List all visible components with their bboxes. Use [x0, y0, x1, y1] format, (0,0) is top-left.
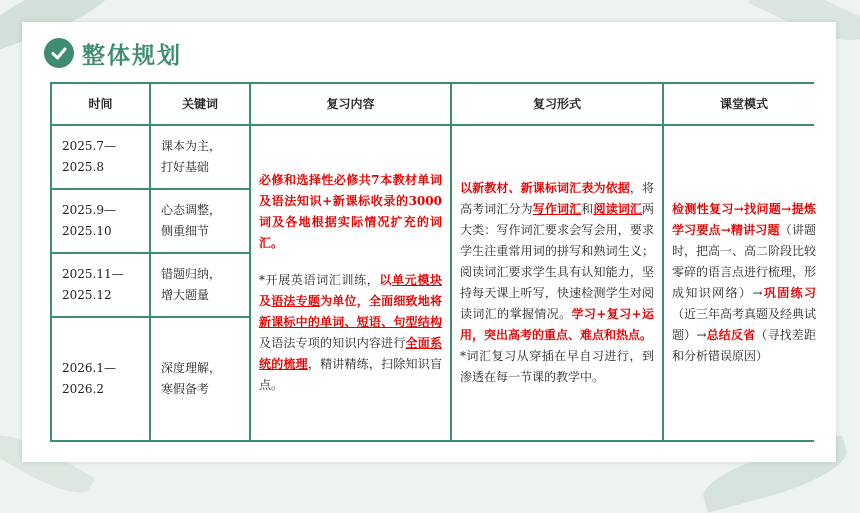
text-span: （近三年高考真题及经典试题）→	[672, 307, 817, 342]
review-content-cell	[251, 126, 450, 440]
text-span: 总结反省	[706, 328, 756, 342]
header-form: 复习形式	[452, 84, 662, 124]
text-span: 两大类：写作词汇要求会写会用，要求学生注重常用词的拼写和熟词生义；阅读词汇要求学生具有认知能力，坚持每天课上听写，快速检测学生对阅读词汇的掌握情况。	[460, 202, 654, 321]
header-keyword: 关键词	[151, 84, 249, 124]
slide-card	[22, 22, 836, 462]
text-span: 及	[259, 294, 272, 308]
text-span: 写作词汇	[532, 202, 582, 216]
text-span: 新课标中的单词、短语、句型结构	[259, 315, 442, 329]
text-span: 和	[581, 202, 594, 216]
text-span: 学习+复习+运用，突出高考的重点、难点和热点。	[460, 307, 654, 342]
form-paragraph-1	[460, 178, 654, 346]
time-cell: 2026.1— 2026.2	[52, 318, 149, 440]
text-span: 以	[379, 273, 393, 287]
text-span: 及语法专项的知识内容进行	[259, 336, 406, 350]
keyword-cell: 错题归纳， 增大题量	[151, 254, 249, 316]
header-content: 复习内容	[251, 84, 450, 124]
content-paragraph-2	[259, 270, 442, 396]
title-bar	[44, 36, 182, 70]
text-span: 巩固练习	[762, 286, 816, 300]
check-circle-icon	[44, 38, 74, 68]
form-paragraph-2: *词汇复习从穿插在早自习进行，到渗透在每一节课的教学中。	[460, 349, 654, 384]
text-span: 为单位，全面细致地将	[320, 294, 442, 308]
text-span: *开展英语词汇训练，	[259, 273, 380, 287]
plan-table	[50, 82, 817, 442]
mode-paragraph	[672, 199, 816, 367]
keyword-cell: 课本为主， 打好基础	[151, 126, 249, 188]
header-time: 时间	[52, 84, 149, 124]
keyword-cell: 心态调整， 侧重细节	[151, 190, 249, 252]
text-span: 以新教材、新课标词汇表为依据	[460, 181, 630, 195]
text-span: 语法专题	[271, 294, 321, 308]
time-cell: 2025.7— 2025.8	[52, 126, 149, 188]
class-mode-cell	[664, 126, 824, 440]
text-span: ，精讲精练，扫除知识盲点。	[259, 357, 442, 392]
header-mode: 课堂模式	[664, 84, 824, 124]
text-span: ，将高考词汇分为	[460, 181, 654, 216]
keyword-cell: 深度理解， 寒假备考	[151, 318, 249, 440]
time-cell: 2025.11— 2025.12	[52, 254, 149, 316]
text-span: （寻找差距和分析错误原因）	[672, 328, 816, 363]
text-span: 检测性复习→找问题→提炼学习要点→精讲习题	[672, 202, 816, 237]
time-cell: 2025.9— 2025.10	[52, 190, 149, 252]
content-paragraph-1: 必修和选择性必修共7本教材单词及语法知识+新课标收录的3000词及各地根据实际情况扩充的词汇。	[259, 173, 442, 250]
text-span: 单元模块	[392, 273, 442, 287]
text-span: 阅读词汇	[593, 202, 642, 216]
page-title: 整体规划	[82, 42, 182, 69]
text-span: （讲题时，把高一、高二阶段比较零碎的语言点进行梳理，形成知识网络）→	[672, 223, 817, 300]
text-span: 全面系统的梳理	[259, 336, 442, 371]
review-form-cell	[452, 126, 662, 440]
